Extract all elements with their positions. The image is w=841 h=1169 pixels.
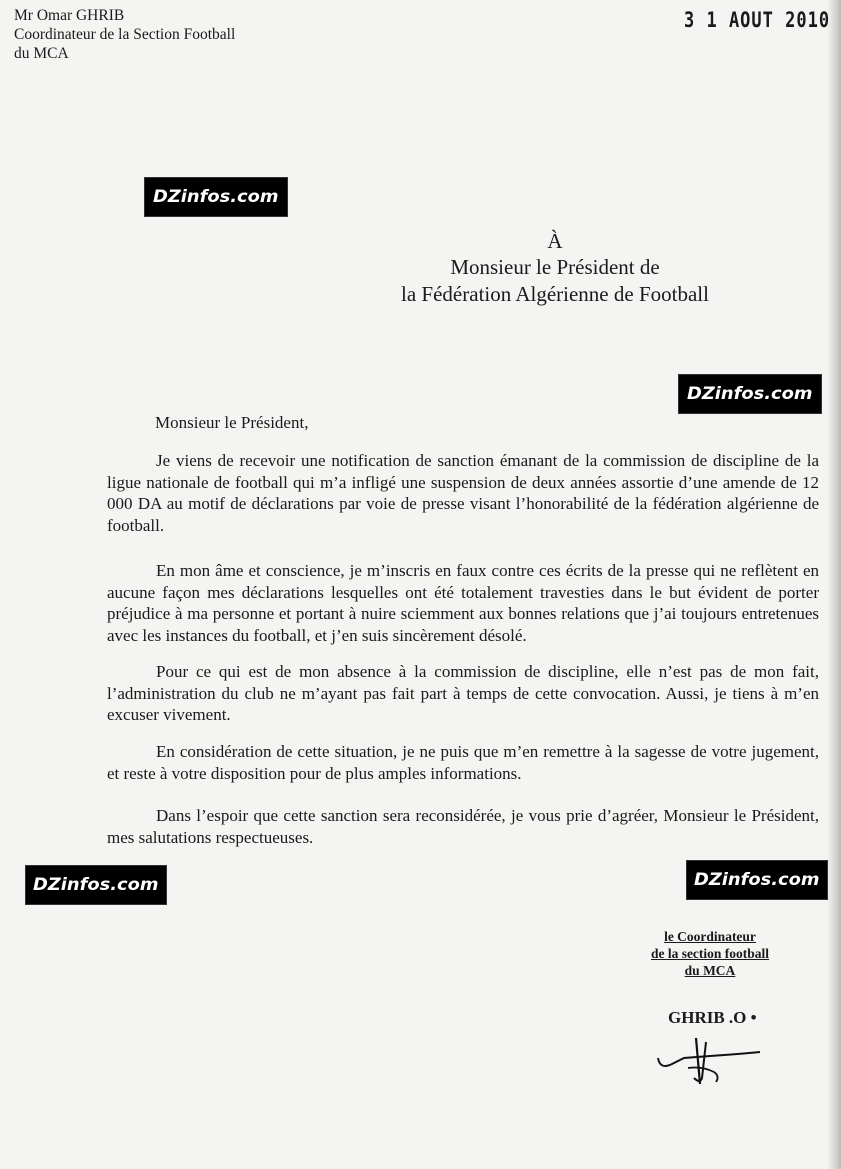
handwritten-signature: [650, 1028, 770, 1088]
signature-title-line: le Coordinateur: [664, 929, 756, 944]
signature-title-line: de la section football: [650, 946, 770, 961]
sender-name: Mr Omar GHRIB: [14, 7, 125, 24]
paragraph-text: En mon âme et conscience, je m’inscris en faux contre ces écrits de la presse qui ne reflètent en aucune façon mes déclarations lesquelles ont été totalement travesties dans le but évident de porter préjudice à ma personne et portant à nuire sciemment aux bonnes relations que j’ai toujours entretenues avec les instances du football, et j’en suis sincèrement désolé.: [107, 561, 819, 645]
sender-role: Coordinateur de la Section Football: [14, 26, 236, 43]
bullet-mark: •: [750, 1008, 757, 1027]
watermark-text: DZinfos.com: [694, 870, 820, 890]
paragraph-text: En considération de cette situation, je ne puis que m’en remettre à la sagesse de votre jugement, et reste à votre disposition pour de plus amples informations.: [107, 742, 819, 783]
watermark-logo: [686, 860, 828, 900]
watermark-logo: [25, 865, 167, 905]
watermark-logo: [144, 177, 288, 217]
watermark-text: DZinfos.com: [153, 187, 279, 207]
body-paragraph: [107, 741, 819, 784]
signature-title-line: du MCA: [684, 963, 736, 978]
watermark-logo: [678, 374, 822, 414]
paragraph-text: Pour ce qui est de mon absence à la commission de discipline, elle n’est pas de mon fait, l’administration du club ne m’ayant pas fait part à temps de cette convocation. Aussi, je tiens à m’en excuser vivement.: [107, 662, 819, 724]
sender-club: du MCA: [14, 45, 69, 62]
signer-name-text: GHRIB .O: [668, 1008, 747, 1027]
sender-block: [14, 6, 235, 63]
watermark-text: DZinfos.com: [687, 384, 813, 404]
scan-edge: [827, 0, 841, 1169]
body-paragraph: [107, 805, 819, 848]
addressee-line2: la Fédération Algérienne de Football: [401, 282, 709, 306]
body-paragraph: [107, 661, 819, 726]
body-paragraph: [107, 560, 819, 646]
signer-name: [668, 1008, 757, 1028]
addressee-prefix: À: [547, 229, 563, 253]
paragraph-text: Dans l’espoir que cette sanction sera reconsidérée, je vous prie d’agréer, Monsieur le Président, mes salutations respectueuses.: [107, 806, 819, 847]
paragraph-text: Je viens de recevoir une notification de sanction émanant de la commission de discipline de la ligue nationale de football qui m’a infligé une suspension de deux années assortie d’une amende de 12 000 DA au motif de déclarations par voie de presse visant l’honorabilité de la fédération algérienne de football.: [107, 451, 819, 535]
body-paragraph: [107, 450, 819, 536]
watermark-text: DZinfos.com: [33, 875, 159, 895]
salutation: Monsieur le Président,: [155, 413, 309, 432]
signature-title: [630, 928, 790, 979]
addressee-line1: Monsieur le Président de: [450, 255, 660, 279]
date-stamp: 3 1 AOUT 2010: [684, 8, 831, 33]
